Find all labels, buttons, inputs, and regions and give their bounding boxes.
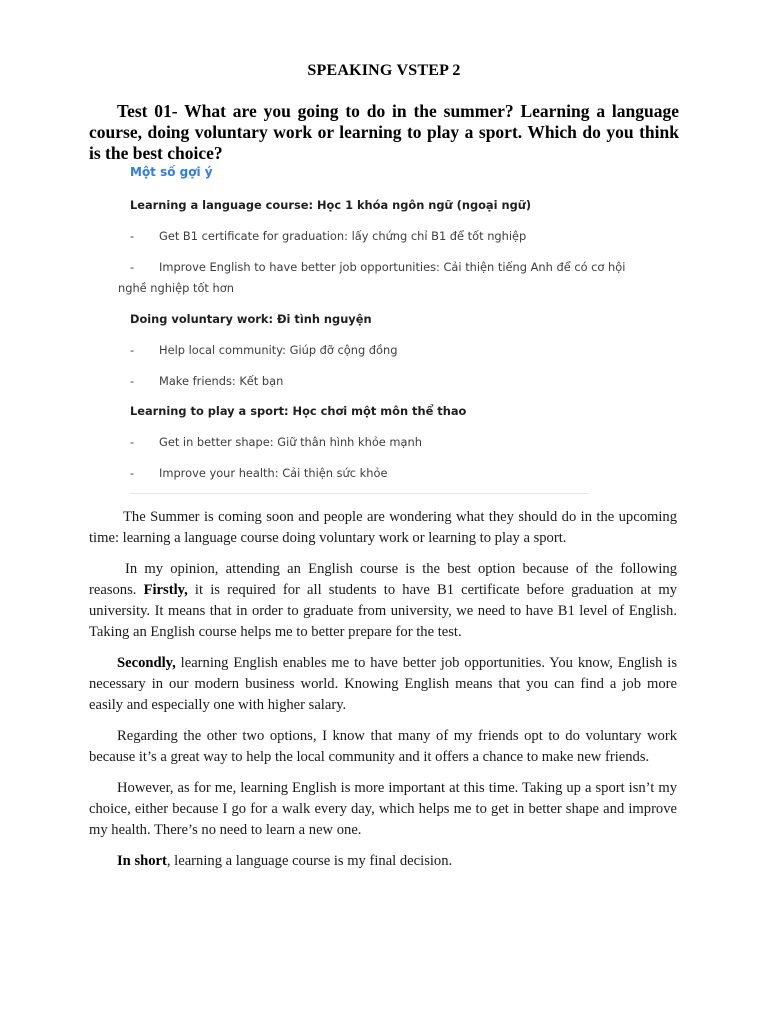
bullet-dash: -: [130, 374, 135, 388]
bold-keyword: Firstly,: [143, 582, 188, 598]
list-item-text: Improve your health: Cải thiện sức khỏe: [159, 466, 388, 480]
list-item-text: Help local community: Giúp đỡ cộng đồng: [159, 343, 398, 357]
list-item-text: Improve English to have better job opportunities: Cải thiện tiếng Anh để có cơ hội: [159, 260, 626, 274]
list-item: [130, 466, 387, 480]
paragraph-text: , learning a language course is my final decision.: [166, 853, 453, 869]
question-text: Test 01- What are you going to do in the summer? Learning a language course, doing voluntary work or learning to play a sport. Which do you think is the best choice?: [89, 101, 679, 163]
list-item-text: Get in better shape: Giữ thân hình khỏe mạnh: [159, 435, 422, 449]
page-title: SPEAKING VSTEP 2: [307, 62, 461, 79]
paragraph-counter: However, as for me, learning English is more important at this time. Taking up a sport isn’t my choice, either because I go for a walk every day, which helps me to get in better shape and improve my health. There’s no need to learn a new one.: [89, 780, 677, 838]
section-heading-voluntary: Doing voluntary work: Đi tình nguyện: [130, 312, 372, 326]
list-item: [130, 260, 625, 274]
bullet-dash: -: [130, 229, 135, 243]
bullet-dash: -: [130, 343, 135, 357]
paragraph-intro: The Summer is coming soon and people are wondering what they should do in the upcoming time: learning a language course doing voluntary work or learning to play a sport.: [89, 509, 677, 546]
paragraph-conclusion: [89, 851, 677, 872]
paragraph-opinion: [89, 559, 677, 643]
bold-keyword: In short: [117, 853, 167, 869]
bold-keyword: Secondly,: [117, 655, 176, 671]
list-item-continuation: nghề nghiệp tốt hơn: [118, 281, 234, 295]
section-heading-sport: Learning to play a sport: Học chơi một môn thể thao: [130, 404, 467, 418]
suggestion-box: [118, 163, 626, 494]
list-item-text: Make friends: Kết bạn: [159, 374, 284, 388]
paragraph-text: it is required for all students to have B1 certificate before graduation at my university. It means that in order to graduate from university, we need to have B1 level of English. Taking an English course helps me to better prepare for the test.: [89, 582, 677, 640]
bullet-dash: -: [130, 466, 135, 480]
bullet-dash: -: [130, 435, 135, 449]
list-item: [130, 374, 283, 388]
essay-body: [89, 507, 677, 882]
paragraph-text: learning English enables me to have better job opportunities. You know, English is necessary in our modern business world. Knowing English means that you can find a job more easily and especially one with higher salary.: [89, 655, 677, 713]
section-heading-language: Learning a language course: Học 1 khóa ngôn ngữ (ngoại ngữ): [130, 198, 532, 212]
paragraph-text: In my opinion, attending an English course is the best option because of the following reasons.: [89, 561, 677, 598]
suggestion-heading: Một số gợi ý: [130, 165, 213, 179]
list-item-text: Get B1 certificate for graduation: lấy chứng chỉ B1 để tốt nghiệp: [159, 229, 527, 243]
list-item: [130, 435, 422, 449]
bullet-dash: -: [130, 260, 135, 274]
paragraph-second-reason: [89, 653, 677, 716]
list-item: [130, 343, 397, 357]
paragraph-other-options: Regarding the other two options, I know that many of my friends opt to do voluntary work because it’s a great way to help the local community and it offers a chance to make new friends.: [89, 728, 677, 765]
list-item: [130, 229, 526, 243]
